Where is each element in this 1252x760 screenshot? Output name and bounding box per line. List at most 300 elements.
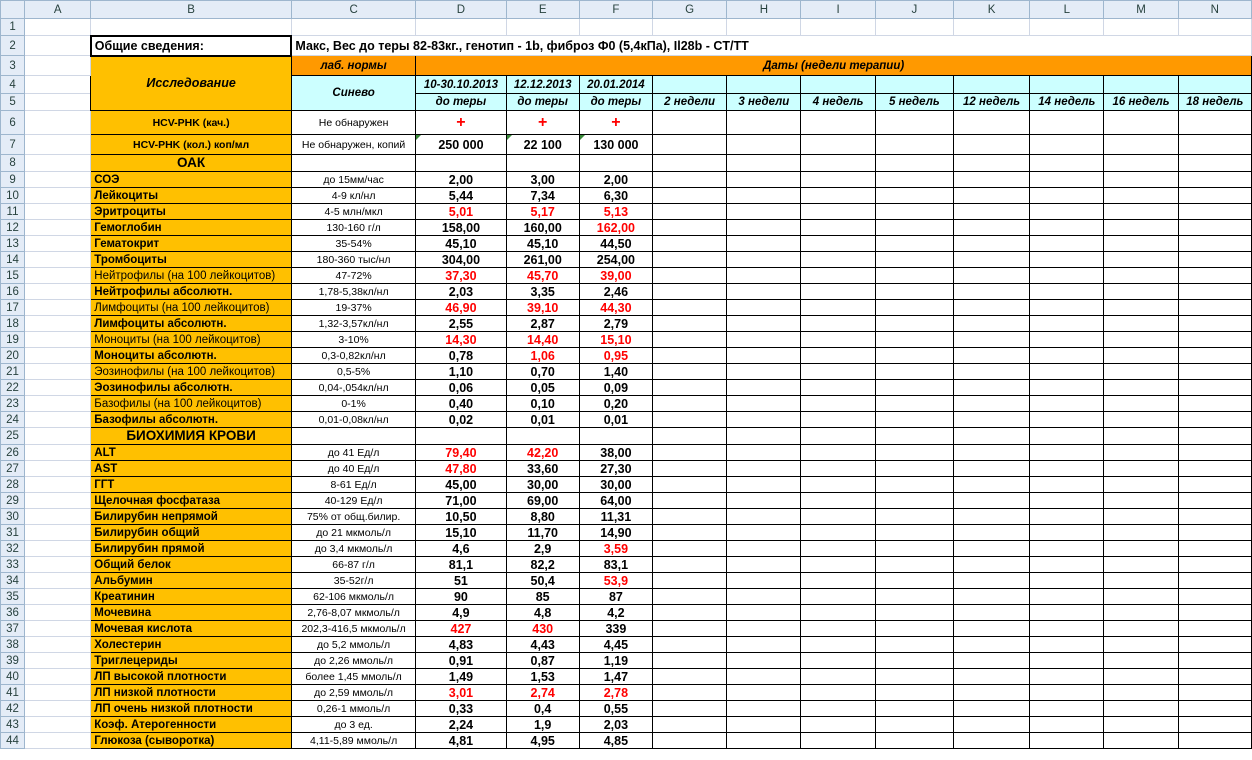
data-cell-empty[interactable] bbox=[1030, 220, 1104, 236]
cell-a36[interactable] bbox=[25, 605, 91, 621]
oak-row-7-value-3[interactable]: 39,00 bbox=[579, 268, 652, 284]
data-cell-empty[interactable] bbox=[1030, 252, 1104, 268]
data-cell-empty[interactable] bbox=[953, 300, 1029, 316]
date-header-empty[interactable] bbox=[1104, 76, 1178, 94]
data-cell-empty[interactable] bbox=[727, 605, 801, 621]
oak-row-6-name[interactable]: Тромбоциты bbox=[91, 252, 292, 268]
data-cell-empty[interactable] bbox=[801, 300, 875, 316]
cell-a30[interactable] bbox=[25, 509, 91, 525]
oak-row-15-name[interactable]: Базофилы (на 100 лейкоцитов) bbox=[91, 396, 292, 412]
row-header-18[interactable]: 18 bbox=[1, 316, 25, 332]
bio-row-17-value-1[interactable]: 0,33 bbox=[416, 701, 506, 717]
oak-row-3-value-2[interactable]: 5,17 bbox=[506, 204, 579, 220]
date-header-empty[interactable] bbox=[653, 76, 727, 94]
data-cell-empty[interactable] bbox=[653, 220, 727, 236]
bio-row-16-value-2[interactable]: 2,74 bbox=[506, 685, 579, 701]
data-cell-empty[interactable] bbox=[1178, 493, 1251, 509]
bio-row-17-name[interactable]: ЛП очень низкой плотности bbox=[91, 701, 292, 717]
data-cell-empty[interactable] bbox=[953, 685, 1029, 701]
bio-row-6-norm[interactable]: до 21 мкмоль/л bbox=[291, 525, 415, 541]
data-cell-empty[interactable] bbox=[1030, 316, 1104, 332]
data-cell-empty[interactable] bbox=[727, 348, 801, 364]
data-cell-empty[interactable] bbox=[727, 733, 801, 749]
data-cell-empty[interactable] bbox=[653, 653, 727, 669]
data-cell-empty[interactable] bbox=[953, 155, 1029, 172]
row-header-3[interactable]: 3 bbox=[1, 56, 25, 76]
data-cell-empty[interactable] bbox=[801, 412, 875, 428]
empty-cell[interactable] bbox=[506, 19, 579, 36]
row-header-44[interactable]: 44 bbox=[1, 733, 25, 749]
bio-row-4-name[interactable]: Щелочная фосфатаза bbox=[91, 493, 292, 509]
data-cell-empty[interactable] bbox=[801, 701, 875, 717]
oak-row-14-norm[interactable]: 0,04-,054кл/нл bbox=[291, 380, 415, 396]
data-cell-empty[interactable] bbox=[1030, 493, 1104, 509]
row-header-14[interactable]: 14 bbox=[1, 252, 25, 268]
oak-row-8-name[interactable]: Нейтрофилы абсолютн. bbox=[91, 284, 292, 300]
data-cell-empty[interactable] bbox=[875, 188, 953, 204]
data-cell-empty[interactable] bbox=[801, 284, 875, 300]
bio-row-19-name[interactable]: Глюкоза (сыворотка) bbox=[91, 733, 292, 749]
oak-row-9-value-2[interactable]: 39,10 bbox=[506, 300, 579, 316]
data-cell-empty[interactable] bbox=[953, 557, 1029, 573]
data-cell-empty[interactable] bbox=[653, 155, 727, 172]
bio-row-17-norm[interactable]: 0,26-1 ммоль/л bbox=[291, 701, 415, 717]
data-cell-empty[interactable] bbox=[1030, 284, 1104, 300]
phase-header-4[interactable]: 2 недели bbox=[653, 94, 727, 111]
bio-row-4-value-3[interactable]: 64,00 bbox=[579, 493, 652, 509]
data-cell-empty[interactable] bbox=[653, 685, 727, 701]
data-cell-empty[interactable] bbox=[1104, 477, 1178, 493]
oak-row-13-value-1[interactable]: 1,10 bbox=[416, 364, 506, 380]
section-oak[interactable]: ОАК bbox=[91, 155, 292, 172]
bio-row-2-value-2[interactable]: 33,60 bbox=[506, 461, 579, 477]
data-cell-empty[interactable] bbox=[1030, 573, 1104, 589]
data-cell-empty[interactable] bbox=[801, 573, 875, 589]
data-cell-empty[interactable] bbox=[875, 461, 953, 477]
data-cell-empty[interactable] bbox=[801, 509, 875, 525]
data-cell-empty[interactable] bbox=[653, 135, 727, 155]
data-cell-empty[interactable] bbox=[875, 557, 953, 573]
oak-row-10-value-3[interactable]: 2,79 bbox=[579, 316, 652, 332]
bio-row-12-value-2[interactable]: 430 bbox=[506, 621, 579, 637]
data-cell-empty[interactable] bbox=[1030, 541, 1104, 557]
data-cell-empty[interactable] bbox=[1030, 348, 1104, 364]
oak-row-12-value-1[interactable]: 0,78 bbox=[416, 348, 506, 364]
data-cell-empty[interactable] bbox=[1178, 669, 1251, 685]
data-cell-empty[interactable] bbox=[953, 111, 1029, 135]
empty-norm[interactable] bbox=[291, 155, 415, 172]
general-info-text[interactable]: Макс, Вес до теры 82-83кг., генотип - 1b, фиброз Ф0 (5,4кПа), Il28b - CT/TT bbox=[291, 36, 1251, 56]
data-cell-empty[interactable] bbox=[801, 236, 875, 252]
oak-row-9-norm[interactable]: 19-37% bbox=[291, 300, 415, 316]
bio-row-12-value-1[interactable]: 427 bbox=[416, 621, 506, 637]
data-cell-empty[interactable] bbox=[1104, 396, 1178, 412]
row-header-19[interactable]: 19 bbox=[1, 332, 25, 348]
data-cell-empty[interactable] bbox=[1178, 155, 1251, 172]
data-cell-empty[interactable] bbox=[727, 155, 801, 172]
data-cell-empty[interactable] bbox=[727, 637, 801, 653]
oak-row-11-value-3[interactable]: 15,10 bbox=[579, 332, 652, 348]
data-cell-empty[interactable] bbox=[1104, 316, 1178, 332]
data-cell-empty[interactable] bbox=[1030, 717, 1104, 733]
bio-row-13-value-3[interactable]: 4,45 bbox=[579, 637, 652, 653]
data-cell-empty[interactable] bbox=[801, 525, 875, 541]
bio-row-10-value-1[interactable]: 90 bbox=[416, 589, 506, 605]
bio-row-12-norm[interactable]: 202,3-416,5 мкмоль/л bbox=[291, 621, 415, 637]
data-cell-empty[interactable] bbox=[1104, 525, 1178, 541]
cell-a39[interactable] bbox=[25, 653, 91, 669]
data-cell-empty[interactable] bbox=[1104, 412, 1178, 428]
data-cell-empty[interactable] bbox=[875, 155, 953, 172]
data-cell-empty[interactable] bbox=[1104, 621, 1178, 637]
data-cell-empty[interactable] bbox=[1104, 445, 1178, 461]
data-cell-empty[interactable] bbox=[727, 204, 801, 220]
data-cell-empty[interactable] bbox=[1104, 135, 1178, 155]
data-cell-empty[interactable] bbox=[875, 685, 953, 701]
data-cell-empty[interactable] bbox=[1104, 284, 1178, 300]
bio-row-13-value-2[interactable]: 4,43 bbox=[506, 637, 579, 653]
empty-norm[interactable] bbox=[291, 428, 415, 445]
cell-a28[interactable] bbox=[25, 477, 91, 493]
oak-row-12-norm[interactable]: 0,3-0,82кл/нл bbox=[291, 348, 415, 364]
bio-row-14-name[interactable]: Триглецериды bbox=[91, 653, 292, 669]
row-header-33[interactable]: 33 bbox=[1, 557, 25, 573]
data-cell-empty[interactable] bbox=[727, 525, 801, 541]
bio-row-13-name[interactable]: Холестерин bbox=[91, 637, 292, 653]
data-cell-empty[interactable] bbox=[1030, 188, 1104, 204]
column-header-j[interactable]: J bbox=[875, 1, 953, 19]
bio-row-19-value-3[interactable]: 4,85 bbox=[579, 733, 652, 749]
date-header-empty[interactable] bbox=[1030, 76, 1104, 94]
oak-row-3-value-1[interactable]: 5,01 bbox=[416, 204, 506, 220]
data-cell-empty[interactable] bbox=[953, 653, 1029, 669]
column-header-d[interactable]: D bbox=[416, 1, 506, 19]
phase-header-10[interactable]: 16 недель bbox=[1104, 94, 1178, 111]
row-header-12[interactable]: 12 bbox=[1, 220, 25, 236]
data-cell-empty[interactable] bbox=[1104, 348, 1178, 364]
data-cell-empty[interactable] bbox=[1104, 268, 1178, 284]
bio-row-14-norm[interactable]: до 2,26 ммоль/л bbox=[291, 653, 415, 669]
oak-row-8-value-1[interactable]: 2,03 bbox=[416, 284, 506, 300]
data-cell-empty[interactable] bbox=[1104, 557, 1178, 573]
oak-row-5-value-3[interactable]: 44,50 bbox=[579, 236, 652, 252]
lab-name-header[interactable]: Синево bbox=[291, 76, 415, 111]
row-header-25[interactable]: 25 bbox=[1, 428, 25, 445]
oak-row-13-value-3[interactable]: 1,40 bbox=[579, 364, 652, 380]
data-cell-empty[interactable] bbox=[1178, 653, 1251, 669]
data-cell-empty[interactable] bbox=[1104, 332, 1178, 348]
data-cell-empty[interactable] bbox=[953, 348, 1029, 364]
column-header-m[interactable]: M bbox=[1104, 1, 1178, 19]
row-header-39[interactable]: 39 bbox=[1, 653, 25, 669]
bio-row-1-value-2[interactable]: 42,20 bbox=[506, 445, 579, 461]
data-cell-empty[interactable] bbox=[653, 461, 727, 477]
oak-row-9-value-3[interactable]: 44,30 bbox=[579, 300, 652, 316]
data-cell-empty[interactable] bbox=[801, 172, 875, 188]
data-cell-empty[interactable] bbox=[727, 557, 801, 573]
bio-row-9-value-1[interactable]: 51 bbox=[416, 573, 506, 589]
cell-a5[interactable] bbox=[25, 94, 91, 111]
data-cell-empty[interactable] bbox=[953, 669, 1029, 685]
row-header-2[interactable]: 2 bbox=[1, 36, 25, 56]
data-cell-empty[interactable] bbox=[653, 557, 727, 573]
oak-row-6-value-1[interactable]: 304,00 bbox=[416, 252, 506, 268]
data-cell-empty[interactable] bbox=[1030, 111, 1104, 135]
data-cell-empty[interactable] bbox=[1030, 268, 1104, 284]
data-cell-empty[interactable] bbox=[653, 605, 727, 621]
row-header-10[interactable]: 10 bbox=[1, 188, 25, 204]
data-cell-empty[interactable] bbox=[953, 573, 1029, 589]
data-cell-empty[interactable] bbox=[653, 412, 727, 428]
cell-a18[interactable] bbox=[25, 316, 91, 332]
cell-a4[interactable] bbox=[25, 76, 91, 94]
data-cell-empty[interactable] bbox=[1104, 493, 1178, 509]
data-cell-empty[interactable] bbox=[953, 509, 1029, 525]
data-cell-empty[interactable] bbox=[875, 380, 953, 396]
row-header-20[interactable]: 20 bbox=[1, 348, 25, 364]
data-cell-empty[interactable] bbox=[653, 717, 727, 733]
data-cell-empty[interactable] bbox=[875, 653, 953, 669]
data-cell-empty[interactable] bbox=[1178, 685, 1251, 701]
data-cell-empty[interactable] bbox=[801, 445, 875, 461]
hcv-value-2-1[interactable]: 250 000 bbox=[416, 135, 506, 155]
empty-cell[interactable] bbox=[875, 19, 953, 36]
cell-a10[interactable] bbox=[25, 188, 91, 204]
row-header-15[interactable]: 15 bbox=[1, 268, 25, 284]
data-cell-empty[interactable] bbox=[1104, 461, 1178, 477]
oak-row-2-value-2[interactable]: 7,34 bbox=[506, 188, 579, 204]
data-cell-empty[interactable] bbox=[1030, 135, 1104, 155]
data-cell-empty[interactable] bbox=[953, 172, 1029, 188]
cell-a26[interactable] bbox=[25, 445, 91, 461]
data-cell-empty[interactable] bbox=[953, 380, 1029, 396]
data-cell-empty[interactable] bbox=[1030, 509, 1104, 525]
bio-row-18-name[interactable]: Коэф. Атерогенности bbox=[91, 717, 292, 733]
bio-row-7-norm[interactable]: до 3,4 мкмоль/л bbox=[291, 541, 415, 557]
bio-row-7-value-1[interactable]: 4,6 bbox=[416, 541, 506, 557]
data-cell-empty[interactable] bbox=[653, 172, 727, 188]
date-header-empty[interactable] bbox=[727, 76, 801, 94]
data-cell-empty[interactable] bbox=[727, 541, 801, 557]
oak-row-12-value-3[interactable]: 0,95 bbox=[579, 348, 652, 364]
data-cell-empty[interactable] bbox=[1178, 380, 1251, 396]
bio-row-11-value-3[interactable]: 4,2 bbox=[579, 605, 652, 621]
data-cell-empty[interactable] bbox=[801, 348, 875, 364]
data-cell-empty[interactable] bbox=[1030, 300, 1104, 316]
oak-row-10-norm[interactable]: 1,32-3,57кл/нл bbox=[291, 316, 415, 332]
data-cell-empty[interactable] bbox=[953, 252, 1029, 268]
data-cell-empty[interactable] bbox=[1178, 461, 1251, 477]
data-cell-empty[interactable] bbox=[801, 605, 875, 621]
cell-c1[interactable] bbox=[291, 19, 415, 36]
data-cell-empty[interactable] bbox=[953, 364, 1029, 380]
bio-row-5-value-2[interactable]: 8,80 bbox=[506, 509, 579, 525]
oak-row-9-value-1[interactable]: 46,90 bbox=[416, 300, 506, 316]
cell-a38[interactable] bbox=[25, 637, 91, 653]
bio-row-15-value-2[interactable]: 1,53 bbox=[506, 669, 579, 685]
data-cell-empty[interactable] bbox=[1178, 316, 1251, 332]
oak-row-13-norm[interactable]: 0,5-5% bbox=[291, 364, 415, 380]
column-header-e[interactable]: E bbox=[506, 1, 579, 19]
bio-row-17-value-3[interactable]: 0,55 bbox=[579, 701, 652, 717]
bio-row-1-value-1[interactable]: 79,40 bbox=[416, 445, 506, 461]
data-cell-empty[interactable] bbox=[1030, 412, 1104, 428]
bio-row-2-name[interactable]: AST bbox=[91, 461, 292, 477]
data-cell-empty[interactable] bbox=[1030, 525, 1104, 541]
oak-row-12-name[interactable]: Моноциты абсолютн. bbox=[91, 348, 292, 364]
data-cell-empty[interactable] bbox=[727, 461, 801, 477]
empty-cell[interactable] bbox=[1104, 19, 1178, 36]
bio-row-19-norm[interactable]: 4,11-5,89 ммоль/л bbox=[291, 733, 415, 749]
oak-row-5-value-1[interactable]: 45,10 bbox=[416, 236, 506, 252]
data-cell-empty[interactable] bbox=[727, 428, 801, 445]
data-cell-empty[interactable] bbox=[801, 316, 875, 332]
oak-row-8-value-3[interactable]: 2,46 bbox=[579, 284, 652, 300]
oak-row-11-value-1[interactable]: 14,30 bbox=[416, 332, 506, 348]
date-header-3[interactable]: 20.01.2014 bbox=[579, 76, 652, 94]
data-cell-empty[interactable] bbox=[801, 669, 875, 685]
data-cell-empty[interactable] bbox=[727, 284, 801, 300]
oak-row-4-value-1[interactable]: 158,00 bbox=[416, 220, 506, 236]
data-cell-empty[interactable] bbox=[727, 589, 801, 605]
bio-row-4-value-1[interactable]: 71,00 bbox=[416, 493, 506, 509]
bio-row-10-name[interactable]: Креатинин bbox=[91, 589, 292, 605]
data-cell-empty[interactable] bbox=[1030, 236, 1104, 252]
date-header-1[interactable]: 10-30.10.2013 bbox=[416, 76, 506, 94]
oak-row-14-value-2[interactable]: 0,05 bbox=[506, 380, 579, 396]
oak-row-10-value-2[interactable]: 2,87 bbox=[506, 316, 579, 332]
oak-row-1-value-2[interactable]: 3,00 bbox=[506, 172, 579, 188]
data-cell-empty[interactable] bbox=[1104, 637, 1178, 653]
data-cell-empty[interactable] bbox=[653, 573, 727, 589]
data-cell-empty[interactable] bbox=[653, 300, 727, 316]
bio-row-14-value-1[interactable]: 0,91 bbox=[416, 653, 506, 669]
cell-a44[interactable] bbox=[25, 733, 91, 749]
data-cell-empty[interactable] bbox=[953, 589, 1029, 605]
bio-row-10-value-2[interactable]: 85 bbox=[506, 589, 579, 605]
data-cell-empty[interactable] bbox=[727, 509, 801, 525]
oak-row-8-value-2[interactable]: 3,35 bbox=[506, 284, 579, 300]
data-cell-empty[interactable] bbox=[1030, 380, 1104, 396]
empty-cell[interactable] bbox=[727, 19, 801, 36]
empty-cell[interactable] bbox=[1178, 19, 1251, 36]
data-cell-empty[interactable] bbox=[416, 428, 506, 445]
date-header-empty[interactable] bbox=[875, 76, 953, 94]
bio-row-2-value-3[interactable]: 27,30 bbox=[579, 461, 652, 477]
oak-row-7-name[interactable]: Нейтрофилы (на 100 лейкоцитов) bbox=[91, 268, 292, 284]
dates-title-header[interactable]: Даты (недели терапии) bbox=[416, 56, 1252, 76]
data-cell-empty[interactable] bbox=[1178, 268, 1251, 284]
oak-row-12-value-2[interactable]: 1,06 bbox=[506, 348, 579, 364]
data-cell-empty[interactable] bbox=[953, 493, 1029, 509]
data-cell-empty[interactable] bbox=[1104, 541, 1178, 557]
data-cell-empty[interactable] bbox=[653, 188, 727, 204]
phase-header-6[interactable]: 4 недель bbox=[801, 94, 875, 111]
column-header-n[interactable]: N bbox=[1178, 1, 1251, 19]
row-header-29[interactable]: 29 bbox=[1, 493, 25, 509]
oak-row-14-value-3[interactable]: 0,09 bbox=[579, 380, 652, 396]
data-cell-empty[interactable] bbox=[653, 733, 727, 749]
data-cell-empty[interactable] bbox=[801, 493, 875, 509]
bio-row-3-value-2[interactable]: 30,00 bbox=[506, 477, 579, 493]
cell-a1[interactable] bbox=[25, 19, 91, 36]
data-cell-empty[interactable] bbox=[801, 621, 875, 637]
oak-row-4-norm[interactable]: 130-160 г/л bbox=[291, 220, 415, 236]
data-cell-empty[interactable] bbox=[953, 733, 1029, 749]
data-cell-empty[interactable] bbox=[953, 316, 1029, 332]
bio-row-6-value-2[interactable]: 11,70 bbox=[506, 525, 579, 541]
data-cell-empty[interactable] bbox=[1030, 669, 1104, 685]
cell-a37[interactable] bbox=[25, 621, 91, 637]
data-cell-empty[interactable] bbox=[727, 685, 801, 701]
cell-a27[interactable] bbox=[25, 461, 91, 477]
data-cell-empty[interactable] bbox=[1104, 155, 1178, 172]
bio-row-1-value-3[interactable]: 38,00 bbox=[579, 445, 652, 461]
row-header-9[interactable]: 9 bbox=[1, 172, 25, 188]
data-cell-empty[interactable] bbox=[875, 172, 953, 188]
bio-row-13-value-1[interactable]: 4,83 bbox=[416, 637, 506, 653]
data-cell-empty[interactable] bbox=[1104, 589, 1178, 605]
data-cell-empty[interactable] bbox=[579, 428, 652, 445]
data-cell-empty[interactable] bbox=[727, 669, 801, 685]
column-header-h[interactable]: H bbox=[727, 1, 801, 19]
oak-row-14-value-1[interactable]: 0,06 bbox=[416, 380, 506, 396]
bio-row-16-value-1[interactable]: 3,01 bbox=[416, 685, 506, 701]
row-header-32[interactable]: 32 bbox=[1, 541, 25, 557]
data-cell-empty[interactable] bbox=[1104, 300, 1178, 316]
cell-a25[interactable] bbox=[25, 428, 91, 445]
data-cell-empty[interactable] bbox=[506, 155, 579, 172]
data-cell-empty[interactable] bbox=[653, 637, 727, 653]
bio-row-5-value-3[interactable]: 11,31 bbox=[579, 509, 652, 525]
data-cell-empty[interactable] bbox=[953, 396, 1029, 412]
data-cell-empty[interactable] bbox=[653, 380, 727, 396]
data-cell-empty[interactable] bbox=[1104, 701, 1178, 717]
cell-a40[interactable] bbox=[25, 669, 91, 685]
cell-a9[interactable] bbox=[25, 172, 91, 188]
bio-row-3-name[interactable]: ГГТ bbox=[91, 477, 292, 493]
data-cell-empty[interactable] bbox=[1178, 733, 1251, 749]
phase-header-3[interactable]: до теры bbox=[579, 94, 652, 111]
data-cell-empty[interactable] bbox=[1178, 557, 1251, 573]
oak-row-2-value-1[interactable]: 5,44 bbox=[416, 188, 506, 204]
bio-row-15-name[interactable]: ЛП высокой плотности bbox=[91, 669, 292, 685]
data-cell-empty[interactable] bbox=[953, 621, 1029, 637]
cell-a3[interactable] bbox=[25, 56, 91, 76]
cell-a33[interactable] bbox=[25, 557, 91, 573]
data-cell-empty[interactable] bbox=[1030, 172, 1104, 188]
data-cell-empty[interactable] bbox=[653, 589, 727, 605]
data-cell-empty[interactable] bbox=[953, 461, 1029, 477]
column-header-i[interactable]: I bbox=[801, 1, 875, 19]
data-cell-empty[interactable] bbox=[1178, 605, 1251, 621]
row-header-1[interactable]: 1 bbox=[1, 19, 25, 36]
data-cell-empty[interactable] bbox=[1178, 701, 1251, 717]
oak-row-10-value-1[interactable]: 2,55 bbox=[416, 316, 506, 332]
date-header-empty[interactable] bbox=[801, 76, 875, 94]
oak-row-13-name[interactable]: Эозинофилы (на 100 лейкоцитов) bbox=[91, 364, 292, 380]
general-info-label[interactable]: Общие сведения: bbox=[91, 36, 292, 56]
data-cell-empty[interactable] bbox=[875, 541, 953, 557]
bio-row-15-norm[interactable]: более 1,45 ммоль/л bbox=[291, 669, 415, 685]
data-cell-empty[interactable] bbox=[1030, 477, 1104, 493]
bio-row-11-name[interactable]: Мочевина bbox=[91, 605, 292, 621]
data-cell-empty[interactable] bbox=[875, 428, 953, 445]
data-cell-empty[interactable] bbox=[801, 557, 875, 573]
data-cell-empty[interactable] bbox=[801, 155, 875, 172]
row-header-42[interactable]: 42 bbox=[1, 701, 25, 717]
data-cell-empty[interactable] bbox=[801, 135, 875, 155]
